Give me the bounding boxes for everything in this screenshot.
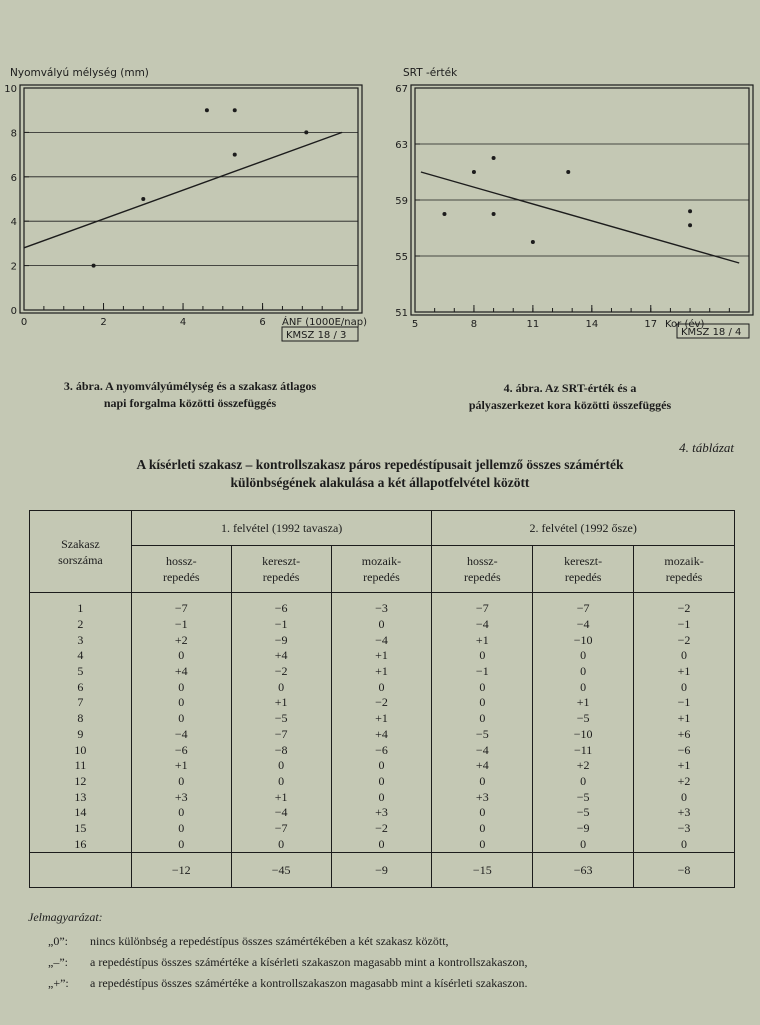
section-number-header [30,511,132,593]
value-cell: 0 [331,789,432,805]
value-cell: −9 [533,821,634,837]
value-cell: −6 [331,742,432,758]
chart-4-ylabel: SRT -érték [403,67,458,79]
group-header-survey-2: 2. felvétel (1992 ősze) [432,511,735,546]
table-row [30,836,735,852]
value-cell: +3 [634,805,735,821]
chart-4-data-point [688,223,692,227]
chart-4-data-point [492,212,496,216]
section-number-cell: 3 [30,632,132,648]
value-cell: 0 [231,774,331,790]
chart-4-data-point [492,156,496,160]
section-number-cell: 8 [30,711,132,727]
value-cell: 0 [533,774,634,790]
value-cell: −11 [533,742,634,758]
value-cell: +3 [331,805,432,821]
chart-4-xtick-label: 8 [470,319,478,330]
value-cell: 0 [131,774,231,790]
section-number-cell: 7 [30,695,132,711]
value-cell: −5 [231,711,331,727]
section-number-cell: 4 [30,648,132,664]
totals-label-cell [30,853,132,888]
total-cell: −45 [231,853,331,888]
value-cell: −1 [131,617,231,633]
subheader-line2: repedés [463,570,501,584]
table-spacer-row [30,593,735,602]
figure-3-chart [0,60,380,360]
section-number-cell: 15 [30,821,132,837]
chart-4-data-point [531,240,535,244]
chart-3-data-point [205,108,209,112]
total-cell: −15 [432,853,533,888]
value-cell: −7 [231,727,331,743]
table-row [30,758,735,774]
subheader-line1: mozaik- [361,554,402,568]
value-cell: −1 [634,617,735,633]
chart-3-xtick-label: 6 [259,317,266,328]
chart-4-ytick-label: 55 [395,252,408,263]
value-cell: +2 [131,632,231,648]
chart-3-xtick-label: 2 [100,317,107,328]
figure-4-caption-line1: 4. ábra. Az SRT-érték és a [503,381,637,395]
chart-4-xtick-label: 17 [644,319,658,330]
table-number: 4. táblázat [679,440,734,455]
legend-item-minus [28,952,528,973]
subheader-line2: repedés [262,570,300,584]
subheader-5 [634,546,735,593]
section-number-cell: 5 [30,664,132,680]
table-row [30,711,735,727]
legend-text: a repedéstípus összes számértéke a kísérleti szakaszon magasabb mint a kontrollszakaszon, [90,955,528,969]
subheader-line1: mozaik- [664,554,704,568]
value-cell: 0 [231,758,331,774]
chart-3-trend-line [24,132,342,247]
section-number-cell: 14 [30,805,132,821]
figure-3-caption-line2: napi forgalma közötti összefüggés [103,396,277,410]
value-cell: −2 [634,632,735,648]
value-cell: +1 [231,695,331,711]
chart-4-xlabel: Kor (év) [665,319,705,330]
figure-4-svg [385,60,760,360]
legend-item-zero [28,931,449,952]
value-cell: +1 [231,789,331,805]
legend-text: a repedéstípus összes számértéke a kontrollszakaszon magasabb mint a kísérleti szakaszon. [90,976,528,990]
chart-3-data-point [141,197,145,201]
value-cell: 0 [131,821,231,837]
value-cell: 0 [432,695,533,711]
value-cell: −5 [533,789,634,805]
value-cell: −7 [231,821,331,837]
section-number-cell: 13 [30,789,132,805]
subheader-0 [131,546,231,593]
chart-3-data-point [304,130,308,134]
value-cell: 0 [331,758,432,774]
legend-item-plus [28,973,528,994]
chart-3-xtick-label: 0 [20,317,28,328]
chart-4-stamp-text: KMSZ 18 / 4 [681,327,742,338]
total-cell: −8 [634,853,735,888]
value-cell: 0 [533,836,634,852]
value-cell: 0 [131,679,231,695]
value-cell: 0 [331,836,432,852]
value-cell: −6 [231,601,331,617]
value-cell: 0 [131,836,231,852]
chart-4-xtick-label: 11 [526,319,540,330]
chart-3-data-point [233,108,237,112]
table-title [60,456,700,492]
value-cell: −1 [634,695,735,711]
value-cell: −8 [231,742,331,758]
chart-3-xlabel: ÁNF (1000E/nap) [282,317,368,328]
total-cell: −12 [131,853,231,888]
value-cell: −4 [131,727,231,743]
total-cell: −9 [331,853,432,888]
section-number-cell: 6 [30,679,132,695]
subheader-line2: repedés [564,570,602,584]
subheader-3 [432,546,533,593]
subheader-line1: hossz- [165,554,197,568]
section-number-cell: 9 [30,727,132,743]
chart-3-ytick-label: 2 [10,261,17,273]
value-cell: −2 [331,821,432,837]
value-cell: −5 [533,711,634,727]
value-cell: 0 [231,679,331,695]
table-row [30,821,735,837]
chart-4-data-point [442,212,446,216]
section-number-cell: 11 [30,758,132,774]
value-cell: 0 [533,664,634,680]
value-cell: +3 [131,789,231,805]
value-cell: −5 [533,805,634,821]
group-header-survey-1: 1. felvétel (1992 tavasza) [131,511,432,546]
subheader-line2: repedés [162,570,200,584]
value-cell: −6 [131,742,231,758]
table-row [30,789,735,805]
value-cell: 0 [331,774,432,790]
totals-row [30,853,735,888]
chart-3-stamp-text: KMSZ 18 / 3 [286,330,347,341]
table-row [30,679,735,695]
value-cell: −4 [432,617,533,633]
value-cell: 0 [432,805,533,821]
subheader-2 [331,546,432,593]
table-row [30,695,735,711]
chart-3-ytick-label: 10 [4,84,17,95]
chart-4-ytick-label: 59 [395,196,408,207]
table-row [30,805,735,821]
legend-symbol: „–”: [48,955,68,969]
legend-title: Jelmagyarázat: [28,910,103,924]
chart-4-data-point [688,209,692,213]
value-cell: +4 [231,648,331,664]
value-cell: 0 [131,695,231,711]
value-cell: −10 [533,727,634,743]
value-cell: +1 [634,711,735,727]
value-cell: −2 [331,695,432,711]
value-cell: −3 [331,601,432,617]
table-row [30,648,735,664]
value-cell: 0 [533,679,634,695]
chart-4-ytick-label: 63 [395,140,408,151]
table-row [30,617,735,633]
table-row [30,774,735,790]
value-cell: 0 [432,679,533,695]
chart-3-xtick-label: 4 [179,317,187,328]
value-cell: −6 [634,742,735,758]
value-cell: 0 [634,679,735,695]
section-number-header-line2: sorszáma [58,552,103,567]
chart-4-xtick-label: 14 [585,319,599,330]
chart-3-frame [24,88,358,310]
value-cell: +4 [331,727,432,743]
figure-4-caption [420,380,720,414]
value-cell: +1 [634,664,735,680]
chart-3-ylabel: Nyomvályú mélység (mm) [10,67,149,79]
crack-difference-table [29,510,735,888]
table-row [30,742,735,758]
section-number-header-line1: Szakasz [61,536,100,551]
value-cell: −4 [231,805,331,821]
value-cell: +1 [331,648,432,664]
section-number-cell: 12 [30,774,132,790]
value-cell: −4 [331,632,432,648]
subheader-1 [231,546,331,593]
value-cell: 0 [131,648,231,664]
figure-4-chart [385,60,760,360]
value-cell: +4 [131,664,231,680]
value-cell: 0 [432,821,533,837]
section-number-cell: 16 [30,836,132,852]
chart-4-trend-line [421,172,739,263]
value-cell: 0 [432,774,533,790]
value-cell: 0 [634,836,735,852]
value-cell: +1 [533,695,634,711]
value-cell: +6 [634,727,735,743]
value-cell: 0 [131,711,231,727]
table-body [30,511,735,888]
chart-4-ytick-label: 67 [395,84,408,95]
table-header-row-1 [30,511,735,546]
value-cell: −1 [231,617,331,633]
chart-3-ytick-label: 4 [10,217,17,229]
value-cell: −5 [432,727,533,743]
chart-4-data-point [566,170,570,174]
table-row [30,727,735,743]
subheader-4 [533,546,634,593]
value-cell: −1 [432,664,533,680]
table-row [30,664,735,680]
value-cell: 0 [331,617,432,633]
figure-3-caption [40,378,340,412]
total-cell: −63 [533,853,634,888]
subheader-line2: repedés [363,570,400,584]
value-cell: +1 [432,632,533,648]
chart-3-ytick-label: 8 [10,128,17,140]
legend-symbol: „+”: [48,976,69,990]
subheader-line2: repedés [665,570,703,584]
value-cell: 0 [231,836,331,852]
legend [28,910,528,994]
legend-text: nincs különbség a repedéstípus összes számértékében a két szakasz között, [90,934,449,948]
value-cell: 0 [634,648,735,664]
value-cell: 0 [331,679,432,695]
value-cell: −4 [432,742,533,758]
value-cell: 0 [634,789,735,805]
section-number-cell: 10 [30,742,132,758]
figure-4-caption-line2: pályaszerkezet kora közötti összefüggés [468,398,672,412]
chart-3-ytick-label: 0 [10,306,17,317]
table-row [30,601,735,617]
value-cell: −2 [231,664,331,680]
subheader-line1: kereszt- [262,554,301,568]
value-cell: +1 [331,664,432,680]
value-cell: −7 [533,601,634,617]
chart-3-ytick-label: 6 [10,172,17,184]
value-cell: 0 [131,805,231,821]
subheader-line1: hossz- [466,554,498,568]
chart-3-outer-frame [20,85,362,313]
section-number-cell: 1 [30,601,132,617]
subheader-line1: kereszt- [564,554,603,568]
table-title-line2: különbségének alakulása a két állapotfelvétel között [230,475,530,490]
chart-4-ytick-label: 51 [395,308,408,319]
value-cell: −7 [131,601,231,617]
legend-symbol: „0”: [48,934,68,948]
chart-3-data-point [92,264,96,268]
figure-3-svg [0,60,380,360]
table-title-line1: A kísérleti szakasz – kontrollszakasz páros repedéstípusait jellemző összes számérték [136,457,624,472]
value-cell: +2 [634,774,735,790]
section-number-cell: 2 [30,617,132,633]
value-cell: −4 [533,617,634,633]
figure-3-caption-line1: 3. ábra. A nyomvályúmélység és a szakasz átlagos [63,379,317,393]
value-cell: +1 [634,758,735,774]
value-cell: −3 [634,821,735,837]
value-cell: −9 [231,632,331,648]
chart-4-data-point [472,170,476,174]
value-cell: +4 [432,758,533,774]
value-cell: −7 [432,601,533,617]
value-cell: 0 [432,711,533,727]
value-cell: −2 [634,601,735,617]
value-cell: −10 [533,632,634,648]
value-cell: +3 [432,789,533,805]
table-header-row-2 [30,546,735,593]
value-cell: +1 [331,711,432,727]
value-cell: +2 [533,758,634,774]
chart-3-data-point [233,153,237,157]
value-cell: 0 [432,836,533,852]
chart-4-xtick-label: 5 [411,319,419,330]
value-cell: 0 [432,648,533,664]
table-row [30,632,735,648]
value-cell: 0 [533,648,634,664]
value-cell: +1 [131,758,231,774]
